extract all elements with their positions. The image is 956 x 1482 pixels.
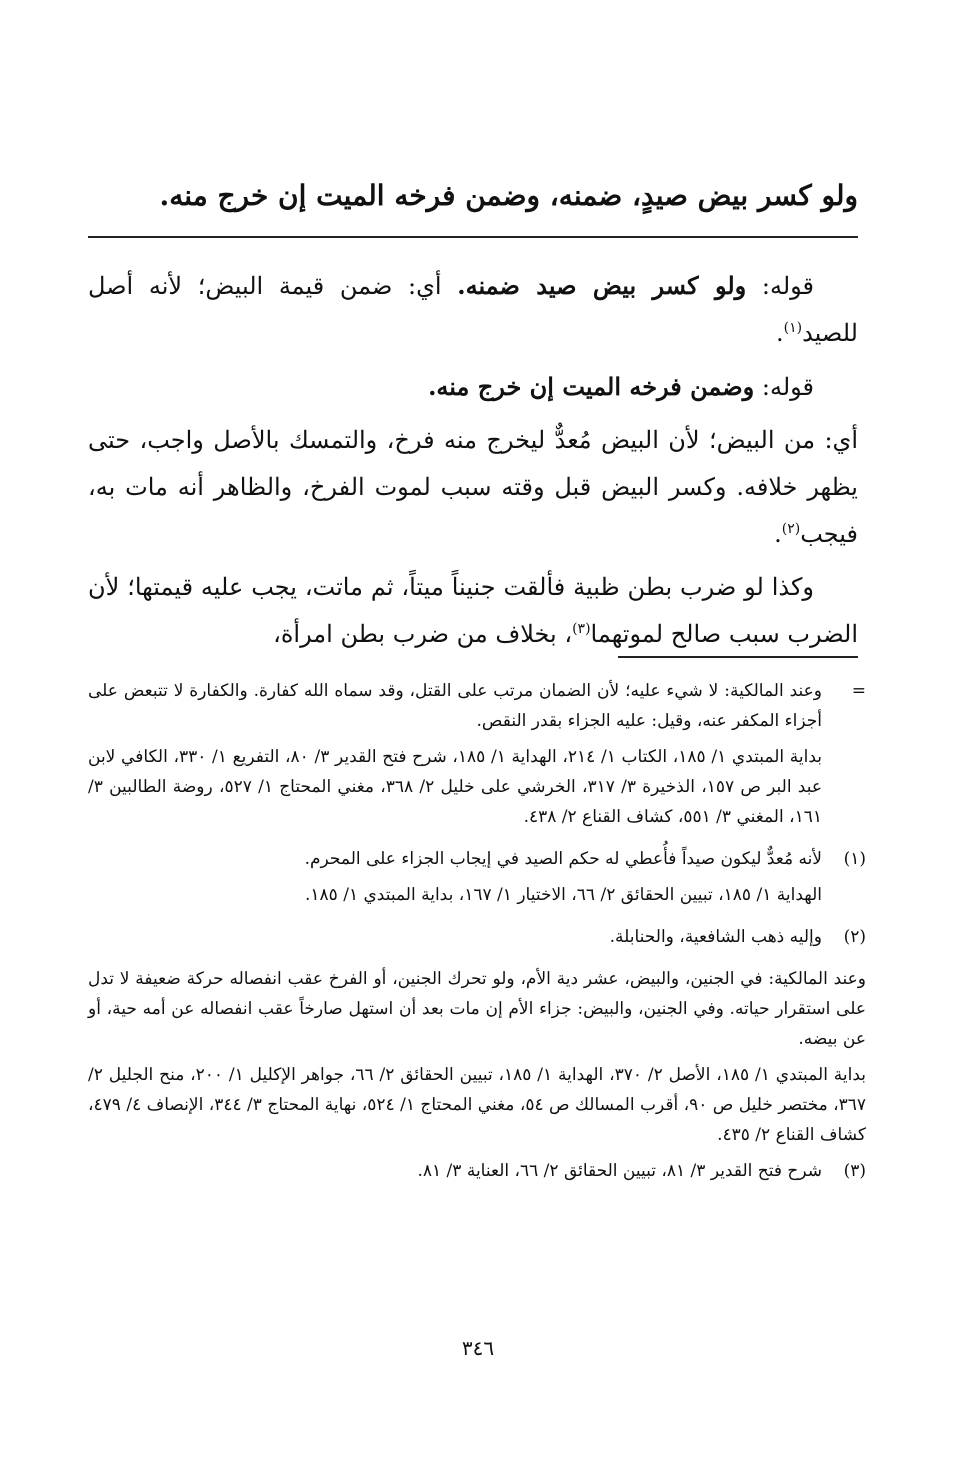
footnote-line: وعند المالكية: في الجنين، والبيض، عشر دية الأم، ولو تحرك الجنين، أو الفرخ عقب انفصاله حركة ضعيفة لا تدل على استقرار حياته. وفي الجنين، والبيض: جزاء الأم إن مات بعد أن استهل صارخاً عقب انفصاله عن أمه حية، أو عن بيضه. [88, 969, 866, 1049]
footnote-line: شرح فتح القدير ٣/ ٨١، تبيين الحقائق ٢/ ٦٦، العناية ٣/ ٨١. [417, 1161, 822, 1181]
page-number: ٣٤٦ [461, 1336, 495, 1360]
footnote-continuation [88, 676, 866, 838]
footnote-line: بداية المبتدي ١/ ١٨٥، الأصل ٢/ ٣٧٠، الهداية ١/ ١٨٥، تبيين الحقائق ٢/ ٦٦، جواهر الإكليل ١/ ٢٠٠، منح الجليل ٢/ ٣٦٧، مختصر خليل ص ٩٠، أقرب المسالك ص ٥٤، مغني المحتاج ١/ ٥٢٤، نهاية المحتاج ٣/ ٣٤٤، الإنصاف ٤/ ٤٧٩، كشاف القناع ٢/ ٤٣٥. [88, 1065, 866, 1145]
commentary-paragraph-2 [88, 363, 858, 411]
footnote-line: وعند المالكية: لا شيء عليه؛ لأن الضمان مرتب على القتل، وقد سماه الله كفارة. والكفارة لا تتبعض على أجزاء المكفر عنه، وقيل: عليه الجزاء بقدر النقص. [88, 681, 822, 731]
footnote-line: بداية المبتدي ١/ ١٨٥، الكتاب ١/ ٢١٤، الهداية ١/ ١٨٥، شرح فتح القدير ٣/ ٨٠، التفريع ١/ ٣٣٠، الكافي لابن عبد البر ص ١٥٧، الذخيرة ٣/ ٣١٧، الخرشي على خليل ٢/ ٣٦٨، مغني المحتاج ١/ ٥٢٧، روضة الطالبين ٣/ ١٦١، المغني ٣/ ٥٥١، كشاف القناع ٢/ ٤٣٨. [88, 747, 823, 827]
paragraph-text: أي: ضمن قيمة البيض؛ لأنه أصل للصيد [88, 272, 858, 347]
footnote-line: الهداية ١/ ١٨٥، تبيين الحقائق ٢/ ٦٦، الاختيار ١/ ١٦٧، بداية المبتدي ١/ ١٨٥. [304, 885, 822, 905]
qawluhu-prefix: قوله: [754, 373, 814, 401]
footnote-ref[interactable]: (١) [783, 320, 803, 336]
paragraph-text: وكذا لو ضرب بطن ظبية فألقت جنيناً ميتاً، ثم ماتت، يجب عليه قيمتها؛ لأن الضرب سبب صالح لموتهما [88, 573, 858, 648]
footnote-line: وإليه ذهب الشافعية، والحنابلة. [609, 927, 822, 947]
footnote-line: لأنه مُعدٌّ ليكون صيداً فأُعطي له حكم الصيد في إيجاب الجزاء على المحرم. [304, 849, 822, 869]
footnote-divider [618, 656, 858, 658]
footnote-1 [88, 844, 866, 916]
footnote-number: (٢) [843, 927, 866, 947]
continuation-mark: = [851, 681, 866, 701]
header-divider [88, 236, 858, 238]
quoted-matn: وضمن فرخه الميت إن خرج منه. [428, 372, 755, 401]
commentary-paragraph-1: قوله: ولو كسر بيض صيد ضمنه. أي: ضمن قيمة البيض؛ لأنه أصل للصيد$^{(١)}$. [88, 271, 858, 347]
paragraph-text: أي: من البيض؛ لأن البيض مُعدٌّ ليخرج منه فرخ، والتمسك بالأصل واجب، حتى يظهر خلافه. وكسر البيض قبل وقته سبب لموت الفرخ، والظاهر أنه مات به، فيجب [88, 426, 858, 548]
commentary-paragraph-4: وكذا لو ضرب بطن ظبية فألقت جنيناً ميتاً، ثم ماتت، يجب عليه قيمتها؛ لأن الضرب سبب صالح لموتهما$^{(٣)}$، بخلاف من ضرب بطن امرأة، [88, 573, 858, 648]
commentary-paragraph-3: أي: من البيض؛ لأن البيض مُعدٌّ ليخرج منه فرخ، والتمسك بالأصل واجب، حتى يظهر خلافه. وكسر البيض قبل وقته سبب لموت الفرخ، والظاهر أنه مات به، فيجب$^{(٢)}$. [88, 426, 858, 548]
commentary-body [88, 262, 858, 664]
footnote-3 [88, 1156, 866, 1192]
qawluhu-prefix: قوله: [746, 272, 815, 300]
matn-header-text: ولو كسر بيض صيدٍ، ضمنه، وضمن فرخه الميت إن خرج منه. [159, 179, 858, 212]
footnotes-section [88, 676, 866, 1198]
footnote-number: (١) [843, 849, 866, 869]
quoted-matn: ولو كسر بيض صيد ضمنه. [457, 271, 747, 300]
footnote-ref[interactable]: (٢) [781, 521, 801, 537]
footnote-number: (٣) [843, 1161, 866, 1181]
footnote-ref[interactable]: (٣) [572, 621, 591, 637]
footnote-2 [88, 922, 866, 958]
